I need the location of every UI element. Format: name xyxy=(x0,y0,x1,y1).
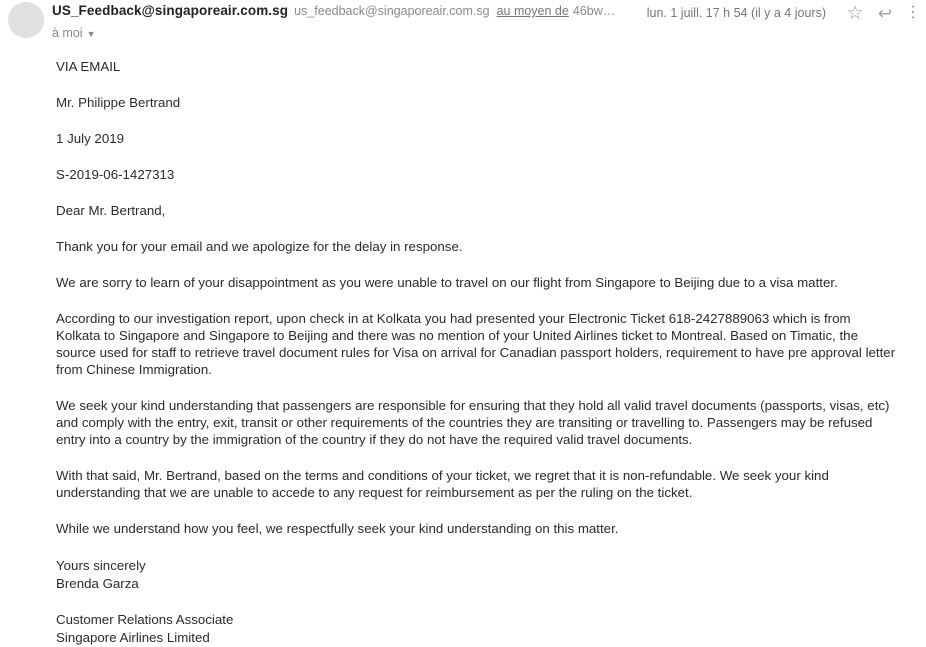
body-date: 1 July 2019 xyxy=(56,131,125,146)
via-link[interactable]: au moyen de xyxy=(496,4,569,18)
body-paragraph: According to our investigation report, upon check in at Kolkata you had presented your Electronic Ticket 618-2427889063 which is from Kolkata to Singapore and Singapore to Beijing and there was no mention of your United Airlines ticket to Montreal. Based on Timatic, the source used for staff to retrieve travel document rules for Visa on arrival for Canadian passport holders, requirement to have pre approval letter from Chinese Immigration. xyxy=(56,311,896,377)
reply-icon[interactable]: ↩ xyxy=(877,3,893,23)
star-icon[interactable]: ☆ xyxy=(846,2,864,24)
signature-name: Brenda Garza xyxy=(56,576,139,591)
body-paragraph: We seek your kind understanding that passengers are responsible for ensuring that they hold all valid travel documents (passports, visas, etc) and comply with the entry, exit, transit or other requirements of the countries they are transiting or travelling to. Passengers may be refused entry into a country by the immigration of the country if they do not have the required valid travel documents. xyxy=(56,398,890,447)
body-reference: S-2019-06-1427313 xyxy=(56,167,175,182)
body-paragraph: We are sorry to learn of your disappointment as you were unable to travel on our flight from Singapore to Beijing due to a visa matter. xyxy=(56,275,838,290)
body-addressee: Mr. Philippe Bertrand xyxy=(56,95,181,110)
signature-company: Singapore Airlines Limited xyxy=(56,630,210,645)
body-paragraph: While we understand how you feel, we respectfully seek your kind understanding on this matter. xyxy=(56,521,619,536)
header-actions xyxy=(647,0,926,26)
body-paragraph: With that said, Mr. Bertrand, based on the terms and conditions of your ticket, we regret that it is non-refundable. We seek your kind understanding that we are unable to accede to any request for reimbursement as per the ruling on the ticket. xyxy=(56,468,829,500)
via-domain: 46bw… xyxy=(572,4,616,18)
message-timestamp: lun. 1 juill. 17 h 54 (il y a 4 jours) xyxy=(646,6,826,20)
signature-closing: Yours sincerely xyxy=(56,558,146,573)
signature-block xyxy=(56,557,898,647)
message-body xyxy=(0,44,926,647)
body-paragraph: Thank you for your email and we apologize for the delay in response. xyxy=(56,239,463,254)
signature-role: Customer Relations Associate xyxy=(56,612,234,627)
sender-email: us_feedback@singaporeair.com.sg xyxy=(294,4,490,18)
chevron-down-icon: ▼ xyxy=(86,29,96,39)
body-via-email: VIA EMAIL xyxy=(56,59,121,74)
recipient-toggle[interactable] xyxy=(52,26,96,40)
body-salutation: Dear Mr. Bertrand, xyxy=(56,203,166,218)
recipient-label: à moi xyxy=(52,26,83,40)
more-options-icon[interactable]: ⋮ xyxy=(905,4,921,21)
avatar xyxy=(8,2,44,38)
header-sender-line xyxy=(52,2,647,20)
header-main xyxy=(52,0,647,40)
sender-name: US_Feedback@singaporeair.com.sg xyxy=(52,3,289,18)
message-header xyxy=(0,0,926,44)
